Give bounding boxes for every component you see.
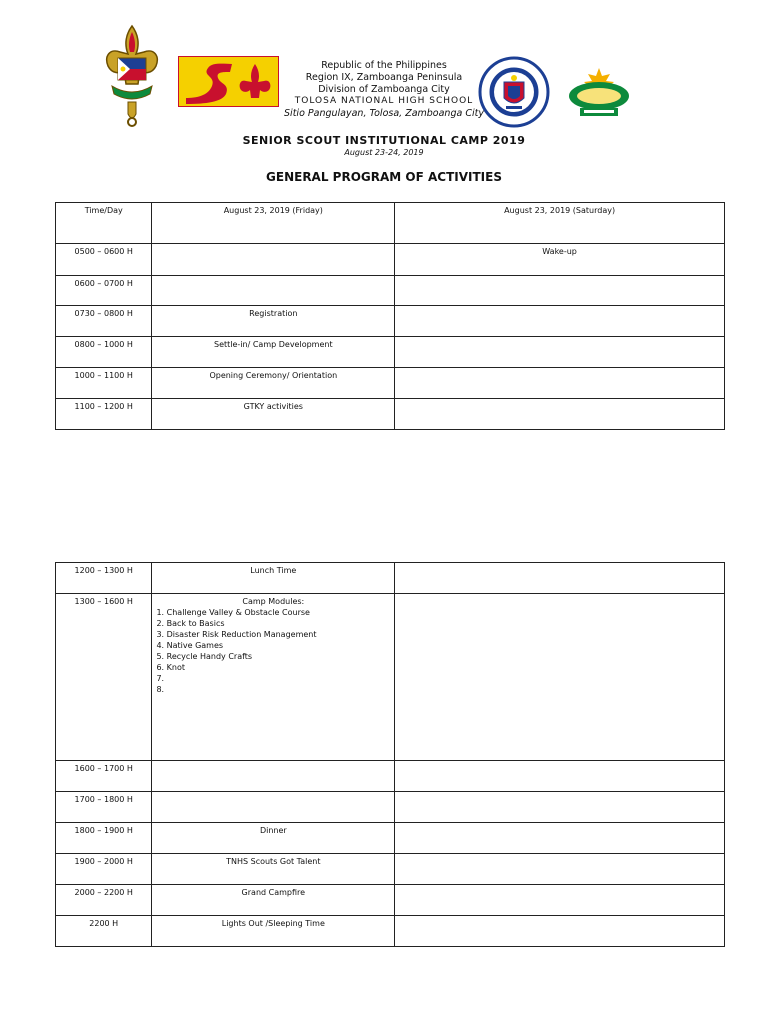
schedule-table-part1 <box>55 202 725 430</box>
schedule-table-part2 <box>55 562 725 947</box>
bsp-logo <box>100 22 164 130</box>
list-item: 6. Knot <box>156 663 185 672</box>
header-saturday: August 23, 2019 (Saturday) <box>395 203 725 244</box>
table-row <box>56 244 725 276</box>
header-region: Region IX, Zamboanga Peninsula <box>305 72 463 83</box>
time-cell: 1300 – 1600 H <box>56 594 152 761</box>
table-header-row <box>56 203 725 244</box>
saturday-cell <box>395 761 725 792</box>
list-item: 3. Disaster Risk Reduction Management <box>156 630 317 639</box>
time-cell: 0800 – 1000 H <box>56 337 152 368</box>
saturday-cell <box>395 368 725 399</box>
table-row <box>56 916 725 947</box>
table-row <box>56 594 725 761</box>
saturday-cell <box>395 854 725 885</box>
friday-cell: Grand Campfire <box>152 885 395 916</box>
time-cell: 1000 – 1100 H <box>56 368 152 399</box>
friday-cell <box>152 244 395 276</box>
friday-cell <box>152 276 395 306</box>
table-row <box>56 306 725 337</box>
friday-cell: Lights Out /Sleeping Time <box>152 916 395 947</box>
friday-cell <box>152 761 395 792</box>
camp-modules-cell <box>152 594 395 761</box>
table-row <box>56 885 725 916</box>
module-list <box>156 607 390 695</box>
time-cell: 1100 – 1200 H <box>56 399 152 430</box>
saturday-cell <box>395 792 725 823</box>
table-row <box>56 792 725 823</box>
table-row <box>56 399 725 430</box>
table-row <box>56 276 725 306</box>
time-cell: 0500 – 0600 H <box>56 244 152 276</box>
header-division: Division of Zamboanga City <box>318 84 450 95</box>
friday-cell: Opening Ceremony/ Orientation <box>152 368 395 399</box>
saturday-cell <box>395 916 725 947</box>
program-title: GENERAL PROGRAM OF ACTIVITIES <box>266 170 502 184</box>
table-row <box>56 823 725 854</box>
list-item: 2. Back to Basics <box>156 619 225 628</box>
event-dates: August 23-24, 2019 <box>344 148 424 157</box>
school-logo <box>566 64 632 118</box>
saturday-cell <box>395 399 725 430</box>
saturday-cell <box>395 276 725 306</box>
friday-cell: Dinner <box>152 823 395 854</box>
time-cell: 1900 – 2000 H <box>56 854 152 885</box>
friday-cell: Lunch Time <box>152 563 395 594</box>
header-address: Sitio Pangulayan, Tolosa, Zamboanga City <box>284 108 484 119</box>
friday-cell: TNHS Scouts Got Talent <box>152 854 395 885</box>
time-cell: 1800 – 1900 H <box>56 823 152 854</box>
time-cell: 1700 – 1800 H <box>56 792 152 823</box>
time-cell: 1200 – 1300 H <box>56 563 152 594</box>
header-friday: August 23, 2019 (Friday) <box>152 203 395 244</box>
table-row <box>56 337 725 368</box>
list-item: 8. <box>156 685 165 694</box>
header-school: TOLOSA NATIONAL HIGH SCHOOL <box>294 96 474 106</box>
list-item: 7. <box>156 674 165 683</box>
saturday-cell <box>395 563 725 594</box>
saturday-cell <box>395 337 725 368</box>
list-item: 5. Recycle Handy Crafts <box>156 652 253 661</box>
deped-seal <box>478 56 550 128</box>
saturday-cell <box>395 306 725 337</box>
saturday-cell <box>395 823 725 854</box>
time-cell: 2000 – 2200 H <box>56 885 152 916</box>
header-republic: Republic of the Philippines <box>321 60 447 71</box>
table-row <box>56 563 725 594</box>
header-time-day: Time/Day <box>56 203 152 244</box>
camp-modules-heading: Camp Modules: <box>242 597 305 606</box>
friday-cell: Settle-in/ Camp Development <box>152 337 395 368</box>
table-row <box>56 854 725 885</box>
table-row <box>56 368 725 399</box>
time-cell: 1600 – 1700 H <box>56 761 152 792</box>
event-title: SENIOR SCOUT INSTITUTIONAL CAMP 2019 <box>242 134 526 147</box>
list-item: 4. Native Games <box>156 641 224 650</box>
saturday-cell <box>395 885 725 916</box>
time-cell: 0600 – 0700 H <box>56 276 152 306</box>
friday-cell: Registration <box>152 306 395 337</box>
saturday-cell <box>395 594 725 761</box>
friday-cell <box>152 792 395 823</box>
time-cell: 0730 – 0800 H <box>56 306 152 337</box>
list-item: 1. Challenge Valley & Obstacle Course <box>156 608 310 617</box>
friday-cell: GTKY activities <box>152 399 395 430</box>
table-row <box>56 761 725 792</box>
time-cell: 2200 H <box>56 916 152 947</box>
saturday-cell: Wake-up <box>395 244 725 276</box>
